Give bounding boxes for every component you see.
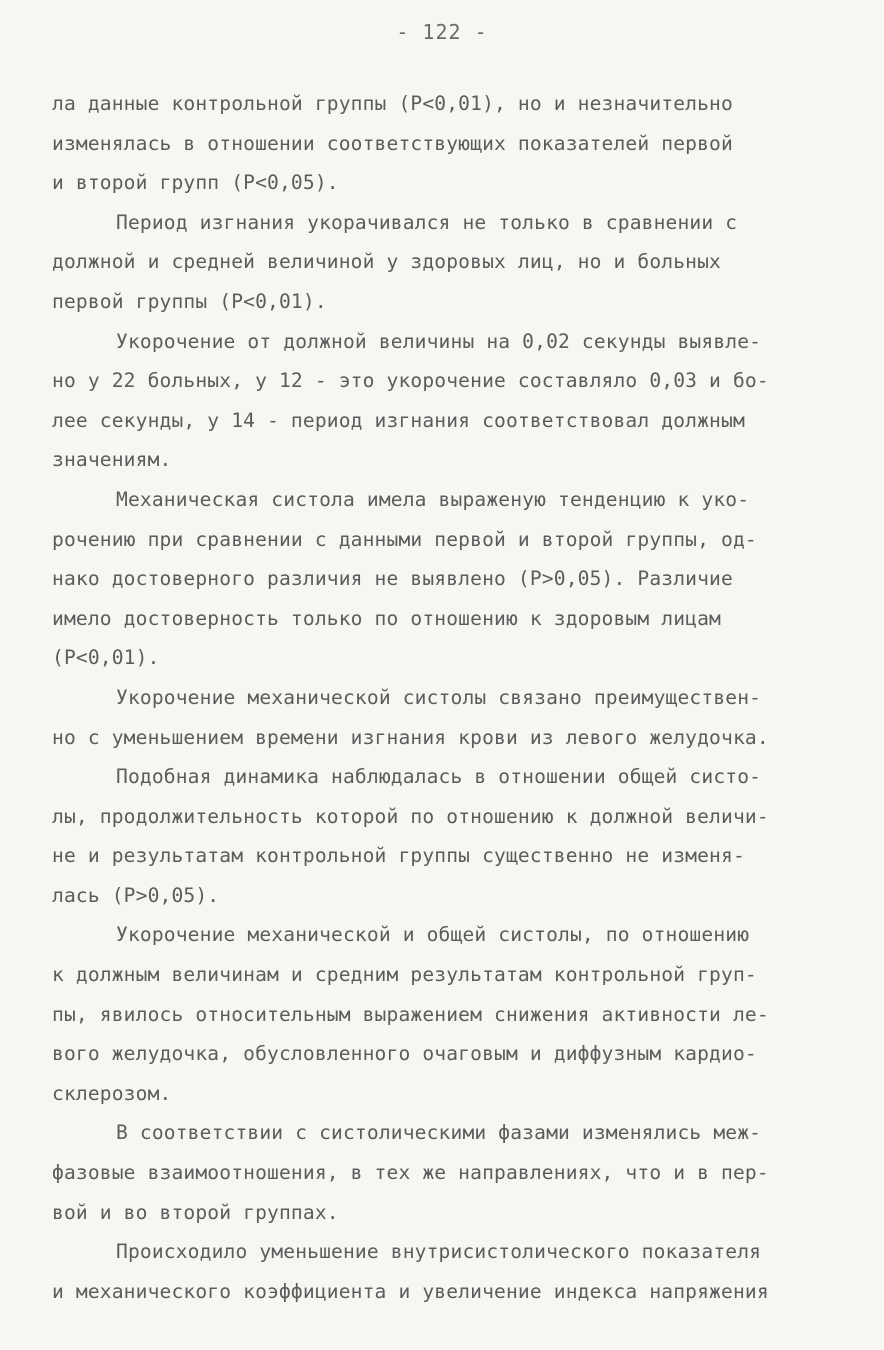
text-line: лы, продолжительность которой по отношению к должной величи- [52, 804, 769, 828]
text-line: склерозом. [52, 1081, 172, 1105]
text-line: Механическая систола имела выраженую тенденцию к уко- [116, 487, 750, 511]
text-line: изменялась в отношении соответствующих показателей первой [52, 131, 733, 155]
text-line: Укорочение механической систолы связано преимуществен- [116, 685, 762, 709]
text-line: и второй групп (P<0,05). [52, 171, 339, 195]
text-line: ла данные контрольной группы (P<0,01), но и незначительно [52, 92, 733, 115]
text-line: значениям. [52, 448, 172, 472]
page-number: - 122 - [396, 20, 488, 44]
text-line: лее секунды, у 14 - период изгнания соответствовал должным [52, 408, 745, 432]
text-line: Укорочение от должной величины на 0,02 секунды выявле- [116, 329, 762, 353]
text-line: не и результатам контрольной группы существенно не изменя- [52, 844, 745, 868]
text-line: но у 22 больных, у 12 - это укорочение составляло 0,03 и бо- [52, 369, 769, 393]
text-line: Укорочение механической и общей систолы, по отношению [116, 923, 750, 947]
text-line: к должным величинам и средним результатам контрольной груп- [52, 963, 757, 987]
text-line: рочению при сравнении с данными первой и второй группы, од- [52, 527, 757, 551]
text-line: В соответствии с систолическими фазами изменялись меж- [116, 1121, 762, 1145]
text-line: фазовые взаимоотношения, в тех же направлениях, что и в пер- [52, 1161, 769, 1185]
text-line: нако достоверного различия не выявлено (P>0,05). Различие [52, 567, 733, 591]
text-line: вой и во второй группах. [52, 1200, 339, 1224]
text-line: Период изгнания укорачивался не только в сравнении с [116, 210, 738, 234]
text-line: и механического коэффициента и увеличение индекса напряжения [52, 1279, 769, 1303]
body-text [52, 84, 842, 1311]
text-line: Происходило уменьшение внутрисистолического показателя [116, 1240, 762, 1264]
text-line: имело достоверность только по отношению к здоровым лицам [52, 606, 721, 630]
text-line: пы, явилось относительным выражением снижения активности ле- [52, 1002, 769, 1026]
text-line: но с уменьшением времени изгнания крови из левого желудочка. [52, 725, 769, 749]
text-line: вого желудочка, обусловленного очаговым и диффузным кардио- [52, 1042, 757, 1066]
text-line: (P<0,01). [52, 646, 160, 670]
text-line: лась (P>0,05). [52, 883, 220, 907]
text-line: первой группы (P<0,01). [52, 289, 327, 313]
text-line: Подобная динамика наблюдалась в отношении общей систо- [116, 765, 762, 789]
text-line: должной и средней величиной у здоровых лиц, но и больных [52, 250, 721, 274]
